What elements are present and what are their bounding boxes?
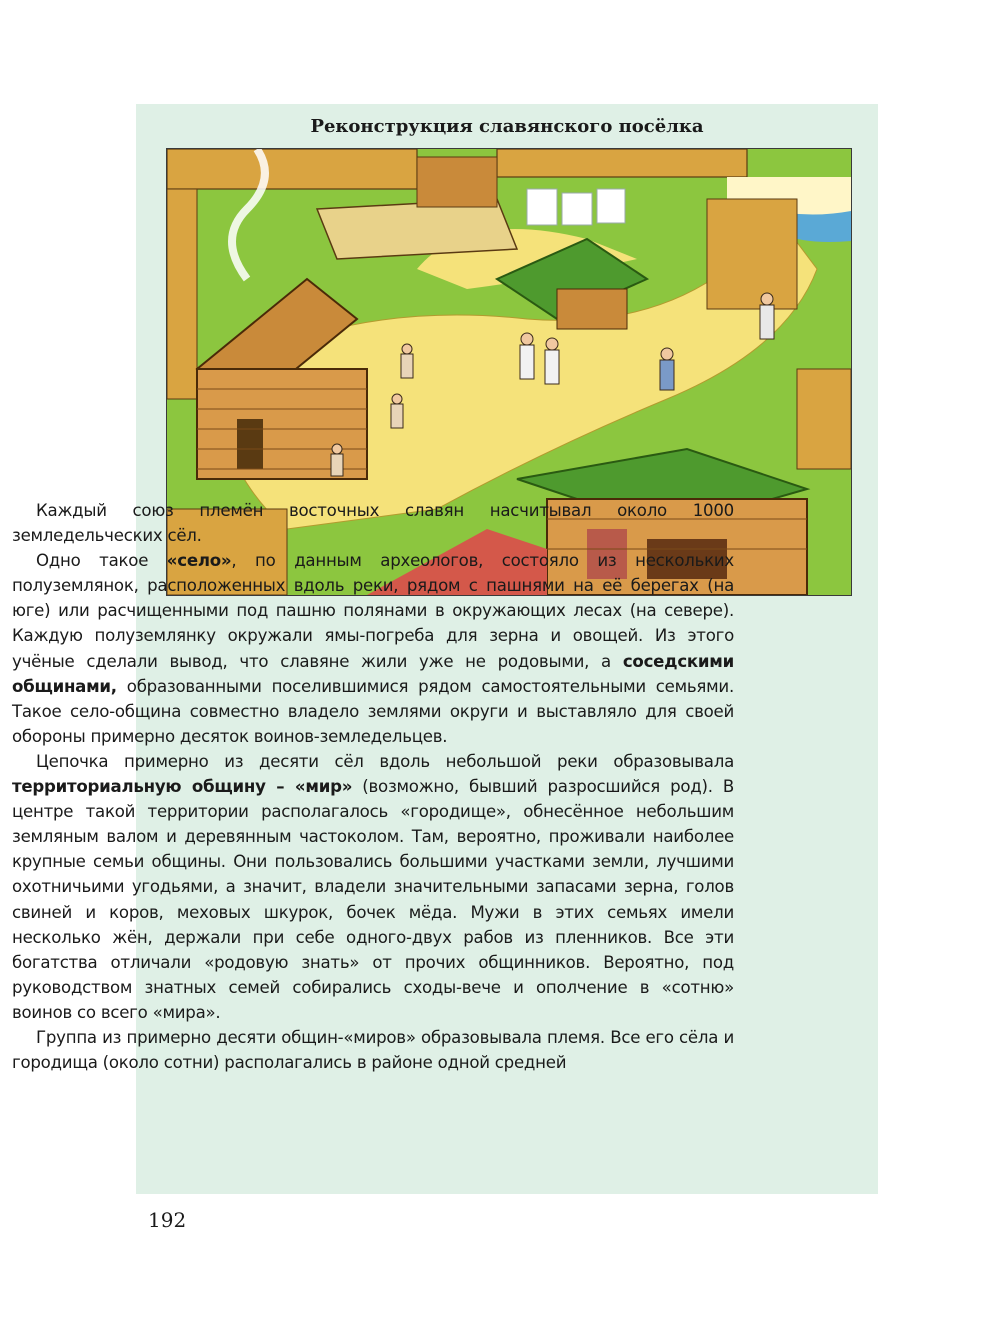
text-run: Цепочка примерно из десяти сёл вдоль небольшой реки образовывала xyxy=(36,751,734,771)
body-text xyxy=(12,498,734,1075)
figure-title: Реконструкция славянского посёлка xyxy=(310,116,704,137)
drying-cloths xyxy=(527,189,625,225)
paragraph-2 xyxy=(12,548,734,749)
text-run: Одно такое xyxy=(36,551,167,571)
term-selo: «село» xyxy=(166,551,232,571)
term-neighbor-communities: соседскими общинами, xyxy=(12,651,734,696)
text-run: , по данным археологов, состояло из нескольких полуземлянок, расположенных вдоль реки, рядом с пашнями на её берегах (на юге) или расчищенными под пашню полянами в окружающих лесах (на севере). Каждую полуземлянку окружали ямы-погреба для зерна и овощей. Из этого учёные сделали вывод, что славяне жили уже не родовыми, а xyxy=(12,551,734,671)
term-territorial-community: территориальную общину – «мир» xyxy=(12,777,353,797)
paragraph-1: Каждый союз племён восточных славян насчитывал около 1000 земледельческих сёл. xyxy=(12,501,734,546)
page-number: 192 xyxy=(148,1208,187,1232)
text-run: образованными поселившимися рядом самостоятельными семьями. Такое село-община совместно владело землями округи и выставляло для своей обороны примерно десяток воинов-земледельцев. xyxy=(12,676,734,746)
text-run: (возможно, бывший разросшийся род). В центре такой территории располагалось «городище», обнесённое небольшим земляным валом и деревянным частоколом. Там, вероятно, проживали наиболее крупные семьи общины. Они пользовались большими участками земли, лучшими охотничьими угодьями, а значит, владели значительными запасами зерна, голов свиней и коров, меховых шкурок, бочек мёда. Мужи в этих семьях имели несколько жён, держали при себе одного-двух рабов из пленников. Все эти богатства отличали «родовую знать» от прочих общинников. Вероятно, под руководством знатных семей собирались сходы-вече и ополчение в «сотню» воинов со всего «мира». xyxy=(12,777,734,1022)
paragraph-4: Группа из примерно десяти общин-«миров» образовывала племя. Все его сёла и городища (около сотни) располагались в районе одной средней xyxy=(12,1027,734,1073)
paragraph-3 xyxy=(12,749,734,1025)
